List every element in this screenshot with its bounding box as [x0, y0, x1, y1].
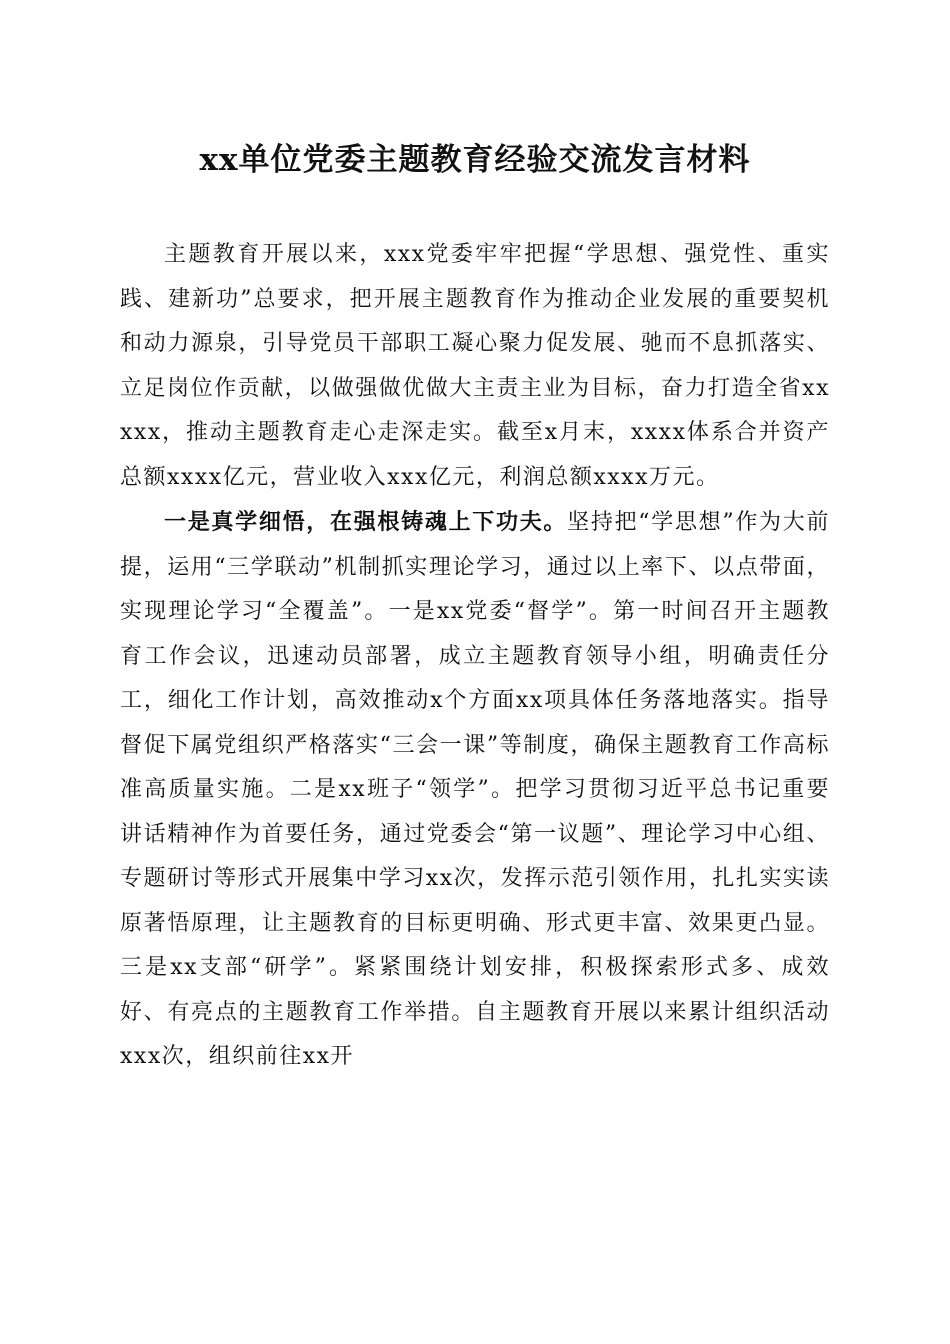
paragraph-intro: [120, 232, 830, 500]
document-body: [120, 232, 830, 1080]
paragraph-text: 坚持把“学思想”作为大前提，运用“三学联动”机制抓实理论学习，通过以上率下、以点带面，实现理论学习“全覆盖”。一是xx党委“督学”。第一时间召开主题教育工作会议，迅速动员部署，成立主题教育领导小组，明确责任分工，细化工作计划，高效推动x个方面xx项具体任务落地落实。指导督促下属党组织严格落实“三会一课”等制度，确保主题教育工作高标准高质量实施。二是xx班子“领学”。把学习贯彻习近平总书记重要讲话精神作为首要任务，通过党委会“第一议题”、理论学习中心组、专题研讨等形式开展集中学习xx次，发挥示范引领作用，扎扎实实读原著悟原理，让主题教育的目标更明确、形式更丰富、效果更凸显。三是xx支部“研学”。紧紧围绕计划安排，积极探索形式多、成效好、有亮点的主题教育工作举措。自主题教育开展以来累计组织活动xxx次，组织前往xx开: [120, 510, 830, 1069]
paragraph-section-one: [120, 500, 830, 1080]
paragraph-text: 主题教育开展以来，xxx党委牢牢把握“学思想、强党性、重实践、建新功”总要求，把开展主题教育作为推动企业发展的重要契机和动力源泉，引导党员干部职工凝心聚力促发展、驰而不息抓落实、立足岗位作贡献，以做强做优做大主责主业为目标，奋力打造全省xxxxx，推动主题教育走心走深走实。截至x月末，xxxx体系合并资产总额xxxx亿元，营业收入xxx亿元，利润总额xxxx万元。: [120, 242, 830, 490]
paragraph-lead: 一是真学细悟，在强根铸魂上下功夫。: [164, 509, 568, 535]
document-title: xx单位党委主题教育经验交流发言材料: [199, 142, 751, 178]
